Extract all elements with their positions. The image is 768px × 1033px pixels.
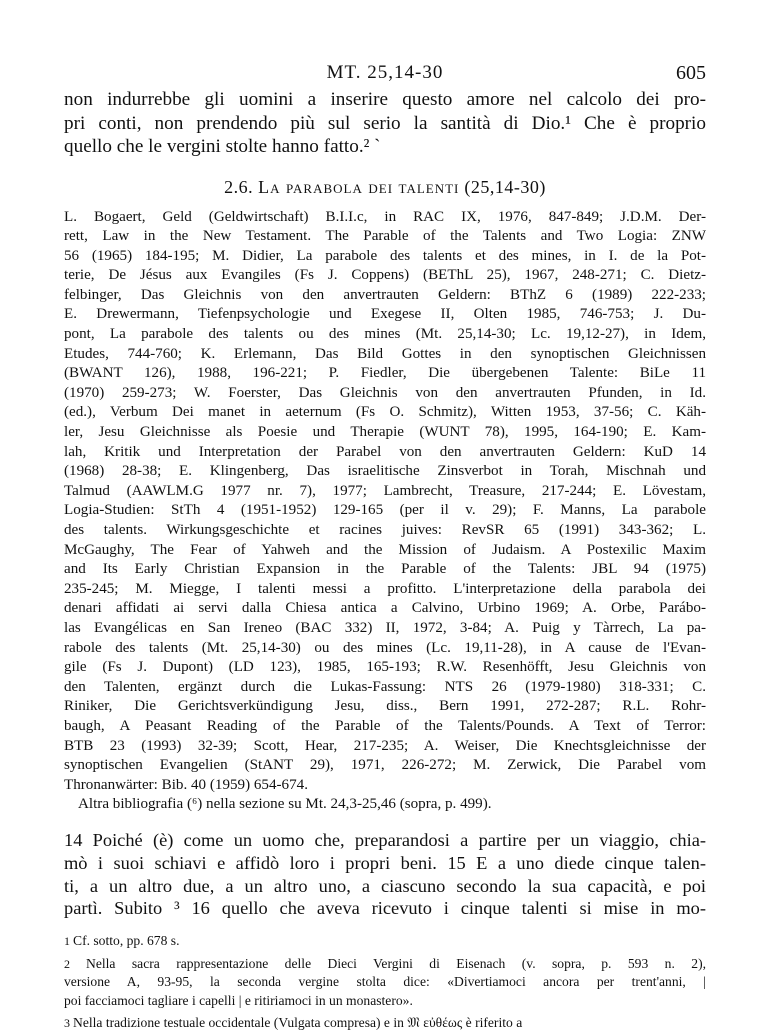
scripture-line: partì. Subito ³ 16 quello che aveva ricevuto i cinque talenti si mise in mo- <box>64 898 706 919</box>
section-title: La parabola dei talenti <box>258 176 460 197</box>
bibliography-line: ler, Jesu Gleichnisse als Poesie und Therapie (WUNT 78), 1995, 164-190; E. Kam- <box>64 424 706 441</box>
footnote-text: Cf. sotto, pp. 678 s. <box>73 933 180 949</box>
bibliography-line: gile (Fs J. Dupont) (LD 123), 1985, 165-193; R.W. Resenhöfft, Jesu Gleichnis von <box>64 659 706 676</box>
section-heading <box>64 177 706 198</box>
bibliography-line: rett, Law in the New Testament. The Parable of the Talents and Two Logia: ZNW <box>64 228 706 245</box>
bibliography-extra: Altra bibliografia (⁶) nella sezione su Mt. 24,3-25,46 (sopra, p. 499). <box>78 796 492 813</box>
scripture-line: 14 Poiché (è) come un uomo che, preparandosi a partire per un viaggio, chia- <box>64 829 706 850</box>
section-range: (25,14-30) <box>464 176 546 197</box>
bibliography-line: las Evangélicas en San Ireneo (BAC 332) II, 1972, 3-84; A. Puig y Tàrrech, La pa- <box>64 619 706 636</box>
bibliography-line: den Talenten, ergänzt durch die Lukas-Fassung: NTS 26 (1979-1980) 318-331; C. <box>64 678 706 695</box>
bibliography-line: McGaughy, The Fear of Yahweh and the Mission of Judaism. A Postexilic Maxim <box>64 541 706 558</box>
lead-paragraph <box>64 88 706 159</box>
bibliography-line: rabole des talents (Mt. 25,14-30) ou des mines (Lc. 19,11-28), in A cause de l'Evan- <box>64 639 706 656</box>
bibliography-line: Thronanwärter: Bib. 40 (1959) 654-674. <box>64 776 308 793</box>
footnote <box>64 955 706 1011</box>
lead-line: non indurrebbe gli uomini a inserire questo amore nel calcolo dei pro- <box>64 89 706 110</box>
footnote <box>64 932 706 951</box>
bibliography-line: denari affidati ai servi dalla Chiesa antica a Calvino, Urbino 1969; A. Orbe, Parábo- <box>64 600 706 617</box>
footnote-number: 3 <box>64 1016 73 1031</box>
footnote-line: poi facciamoci tagliare i capelli | e ritiriamoci in un monastero». <box>64 992 413 1008</box>
bibliography-line: L. Bogaert, Geld (Geldwirtschaft) B.I.I.c, in RAC IX, 1976, 847-849; J.D.M. Der- <box>64 208 706 225</box>
bibliography-line: Etudes, 744-760; K. Erlemann, Das Bild Gottes in den synoptischen Gleichnissen <box>64 345 706 362</box>
footnote-number: 2 <box>64 956 87 971</box>
bibliography-line: synoptischen Evangelien (StANT 29), 1971, 226-272; M. Zerwick, Die Parabel vom <box>64 757 706 774</box>
lead-line: pri conti, non prendendo più sul serio la santità di Dio.¹ Che è proprio <box>64 112 706 134</box>
bibliography-line: 56 (1965) 184-195; M. Didier, La parabole des talents et des mines, in I. de la Pot- <box>64 247 706 264</box>
footnote-text: Nella sacra rappresentazione delle Dieci Vergini di Eisenach (v. sopra, p. 593 n. 2), <box>86 955 706 971</box>
bibliography-line: terie, De Jésus aux Evangiles (Fs J. Coppens) (BEThL 25), 1967, 248-271; C. Dietz- <box>64 267 706 284</box>
bibliography-line: E. Drewermann, Tiefenpsychologie und Exegese II, Olten 1985, 746-753; J. Du- <box>64 306 706 323</box>
bibliography-line: (BWANT 126), 1988, 196-221; P. Fiedler, Die übergebenen Talente: BiLe 11 <box>64 365 706 382</box>
bibliography-line: des talents. Wirkungsgeschichte et racines juives: RevSR 65 (1991) 343-362; L. <box>64 522 706 538</box>
page-number: 605 <box>676 62 706 84</box>
bibliography-line: 235-245; M. Miegge, I talenti messi a profitto. L'interpretazione della parabola dei <box>64 580 706 597</box>
bibliography-line: Riniker, Die Gerichtsverkündigung Jesu, diss., Bern 1991, 272-287; R.L. Rohr- <box>64 698 706 715</box>
bibliography-line: (1970) 259-273; W. Foerster, Das Gleichnis von den anvertrauten Pfunden, in Id. <box>64 384 706 401</box>
bibliography-line: and Its Early Christian Expansion in the Parable of the Talents: JBL 94 (1975) <box>64 561 706 578</box>
bibliography-line: Talmud (AAWLM.G 1977 nr. 7), 1977; Lambrecht, Treasure, 217-244; E. Lövestam, <box>64 482 706 499</box>
scripture-line: mò i suoi schiavi e affidò loro i propri beni. 15 E a uno diede cinque talen- <box>64 852 706 873</box>
footnotes <box>64 932 706 1033</box>
footnote-line: versione A, 93-95, la seconda vergine stolta dice: «Divertiamoci ancora per trent'anni, | <box>64 974 706 990</box>
section-number: 2.6. <box>224 176 254 197</box>
document-page <box>64 58 706 1033</box>
scripture-line: ti, a un altro due, a un altro uno, a ciascuno secondo la sua capacità, e poi <box>64 875 706 896</box>
footnote-line <box>64 932 706 951</box>
bibliography-line: (1968) 28-38; E. Klingenberg, Das israelitische Zinsverbot in Torah, Mischnah und <box>64 463 706 480</box>
footnote-line <box>64 955 706 974</box>
bibliography-line: pont, La parabole des talents ou des mines (Mt. 25,14-30; Lc. 19,12-27), in Idem, <box>64 326 706 343</box>
footnote-text: Nella tradizione testuale occidentale (Vulgata compresa) e in 𝔐 εὐθέως è riferito a <box>73 1015 523 1031</box>
bibliography-line: Logia-Studien: StTh 4 (1951-1952) 129-165 (per il v. 29); F. Manns, La parabole <box>64 502 706 519</box>
running-head <box>64 58 706 88</box>
bibliography <box>64 208 706 815</box>
bibliography-line: BTB 23 (1993) 32-39; Scott, Hear, 217-235; A. Weiser, Die Knechtsgleichnisse der <box>64 737 706 754</box>
bibliography-line: lah, Kritik und Interpretation der Parabel von den anvertrauten Geldern: KuD 14 <box>64 443 706 460</box>
bibliography-line: (ed.), Verbum Dei manet in aeternum (Fs O. Schmitz), Witten 1953, 37-56; C. Käh- <box>64 404 706 421</box>
footnote-number: 1 <box>64 934 73 949</box>
lead-line: quello che le vergini stolte hanno fatto.² ` <box>64 136 381 157</box>
bibliography-line: felbinger, Das Gleichnis von den anvertrauten Geldern: BThZ 6 (1989) 222-233; <box>64 286 706 303</box>
bibliography-line: baugh, A Peasant Reading of the Parable of the Talents/Pounds. A Text of Terror: <box>64 717 706 734</box>
running-title: MT. 25,14-30 <box>326 62 444 83</box>
scripture-text <box>64 829 706 920</box>
